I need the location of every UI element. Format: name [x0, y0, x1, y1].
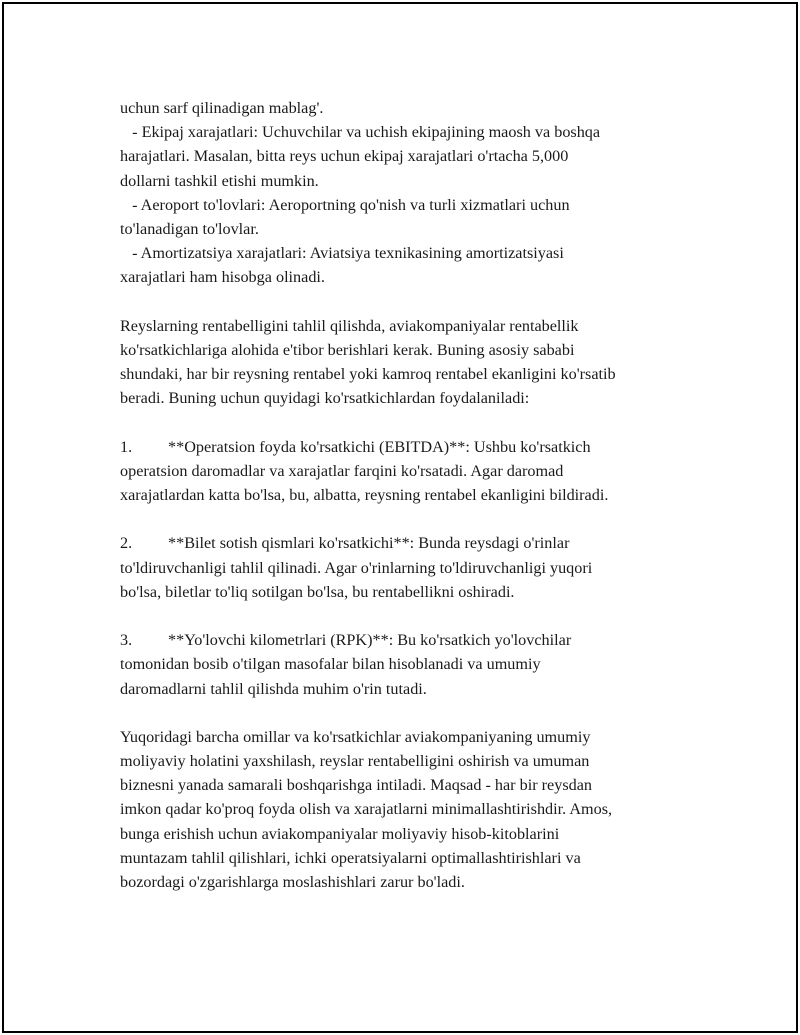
text-line: beradi. Buning uchun quyidagi ko'rsatkichlardan foydalaniladi: [120, 389, 530, 408]
text-line: - Ekipaj xarajatlari: Uchuvchilar va uchish ekipajining maosh va boshqa [120, 123, 601, 142]
text-line: Yuqoridagi barcha omillar va ko'rsatkichlar aviakompaniyaning umumiy [120, 727, 591, 746]
document-page [2, 2, 798, 1033]
list-item-1 [120, 435, 680, 459]
list-number: 1. [120, 437, 133, 456]
list-item-2 [120, 531, 680, 555]
text-line: bo'lsa, biletlar to'liq sotilgan bo'lsa, bu rentabellikni oshiradi. [120, 582, 515, 601]
text-line: - Aeroport to'lovlari: Aeroportning qo'nish va turli xizmatlari uchun [120, 195, 570, 214]
text-line: to'ldiruvchanligi tahlil qilinadi. Agar o'rinlarning to'ldiruvchanligi yuqori [120, 558, 593, 577]
text-line: moliyaviy holatini yaxshilash, reyslar rentabelligini oshirish va umuman [120, 752, 590, 771]
text-line: - Amortizatsiya xarajatlari: Aviatsiya texnikasining amortizatsiyasi [120, 244, 564, 263]
list-item-text: **Bilet sotish qismlari ko'rsatkichi**: Bunda reysdagi o'rinlar [168, 534, 570, 553]
text-line: to'lanadigan to'lovlar. [120, 219, 259, 238]
blank-line [120, 604, 680, 628]
text-line: dollarni tashkil etishi mumkin. [120, 171, 319, 190]
text-line: imkon qadar ko'proq foyda olish va xarajatlarni minimallashtirishdir. Amos, [120, 800, 613, 819]
text-line: daromadlarni tahlil qilishda muhim o'rin tutadi. [120, 679, 427, 698]
text-line: Reyslarning rentabelligini tahlil qilishda, aviakompaniyalar rentabellik [120, 316, 579, 335]
text-line: tomonidan bosib o'tilgan masofalar bilan hisoblanadi va umumiy [120, 655, 541, 674]
text-line: ko'rsatkichlariga alohida e'tibor berishlari kerak. Buning asosiy sababi [120, 340, 575, 359]
text-line: bozordagi o'zgarishlarga moslashishlari zarur bo'ladi. [120, 873, 465, 891]
list-number: 3. [120, 631, 133, 650]
text-line: shundaki, har bir reysning rentabel yoki kamroq rentabel ekanligini ko'rsatib [120, 365, 616, 384]
list-item-3 [120, 628, 680, 652]
text-line: harajatlari. Masalan, bitta reys uchun ekipaj xarajatlari o'rtacha 5,000 [120, 147, 569, 166]
list-number: 2. [120, 534, 133, 553]
blank-line [120, 701, 680, 725]
text-line: xarajatlardan katta bo'lsa, bu, albatta, reysning rentabel ekanligini bildiradi. [120, 486, 609, 504]
text-line: muntazam tahlil qilishlari, ichki operatsiyalarni optimallashtirishlari va [120, 848, 581, 867]
blank-line [120, 290, 680, 314]
text-line: uchun sarf qilinadigan mablag'. [120, 99, 324, 117]
text-line: xarajatlari ham hisobga olinadi. [120, 268, 325, 287]
text-line: operatsion daromadlar va xarajatlar farqini ko'rsatadi. Agar daromad [120, 461, 564, 480]
document-body [120, 96, 680, 894]
text-line: bunga erishish uchun aviakompaniyalar moliyaviy hisob-kitoblarini [120, 824, 560, 843]
list-item-text: **Yo'lovchi kilometrlari (RPK)**: Bu ko'rsatkich yo'lovchilar [168, 631, 572, 650]
blank-line [120, 410, 680, 434]
blank-line [120, 507, 680, 531]
text-line: biznesni yanada samarali boshqarishga intiladi. Maqsad - har bir reysdan [120, 776, 592, 795]
list-item-text: **Operatsion foyda ko'rsatkichi (EBITDA)**: Ushbu ko'rsatkich [168, 437, 591, 456]
